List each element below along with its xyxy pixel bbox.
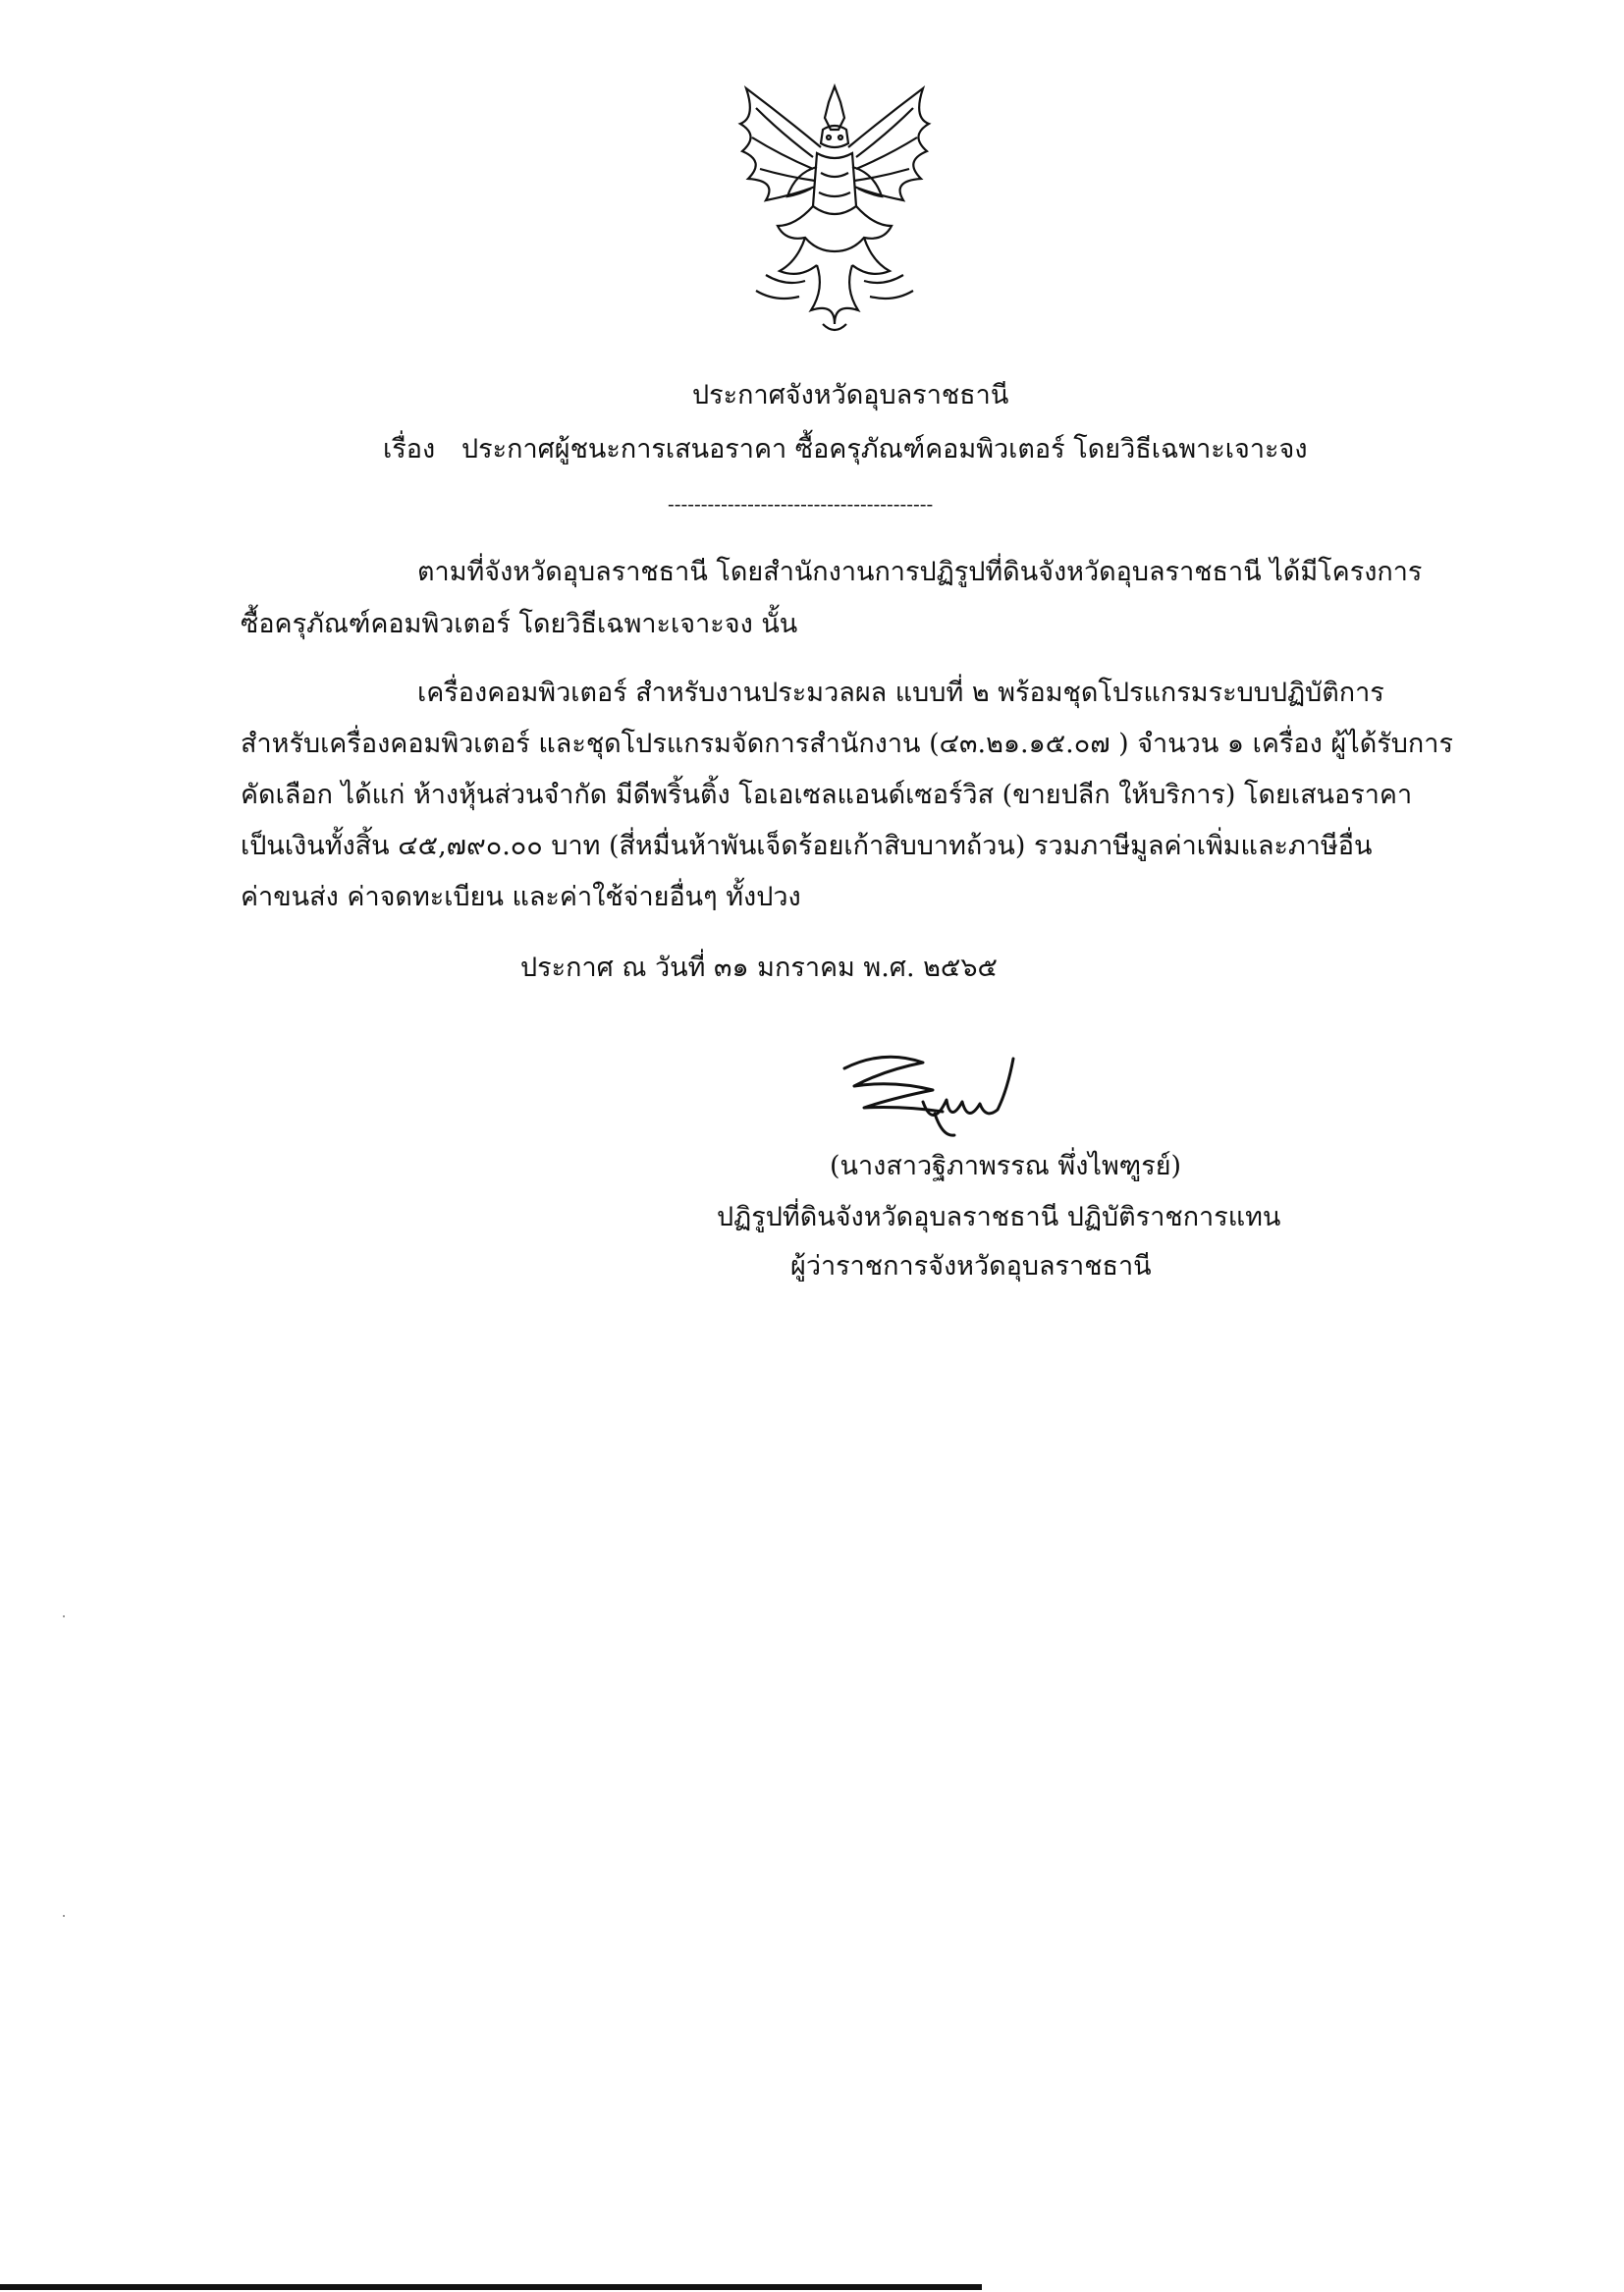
paragraph-1-line: ซื้อครุภัณฑ์คอมพิวเตอร์ โดยวิธีเฉพาะเจาะจง นั้น xyxy=(241,609,798,639)
scan-speck xyxy=(63,1915,65,1917)
signatory-position: ผู้ว่าราชการจังหวัดอุบลราชธานี xyxy=(790,1251,1152,1282)
paragraph-2-line: คัดเลือก ได้แก่ ห้างหุ้นส่วนจำกัด มีดีพริ้นติ้ง โอเอเซลแอนด์เซอร์วิส (ขายปลีก ให้บริการ) โดยเสนอราคา xyxy=(241,780,1413,810)
garuda-emblem-icon xyxy=(727,79,943,344)
announcement-title: ประกาศจังหวัดอุบลราชธานี xyxy=(692,380,1009,410)
announcement-date: ประกาศ ณ วันที่ ๓๑ มกราคม พ.ศ. ๒๕๖๕ xyxy=(520,953,998,983)
scan-speck xyxy=(63,1615,65,1617)
signatory-name: (นางสาวฐิภาพรรณ พึ่งไพฑูรย์) xyxy=(830,1151,1182,1181)
paragraph-2-line: เป็นเงินทั้งสิ้น ๔๕,๗๙๐.๐๐ บาท (สี่หมื่นห้าพันเจ็ดร้อยเก้าสิบบาทถ้วน) รวมภาษีมูลค่าเพิ่มและภาษีอื่น xyxy=(241,831,1373,861)
signatory-position: ปฏิรูปที่ดินจังหวัดอุบลราชธานี ปฏิบัติราชการแทน xyxy=(717,1202,1281,1232)
subject-prefix: เรื่อง xyxy=(383,434,436,464)
paragraph-2-line: ค่าขนส่ง ค่าจดทะเบียน และค่าใช้จ่ายอื่นๆ ทั้งปวง xyxy=(241,882,801,912)
paragraph-2-line: สำหรับเครื่องคอมพิวเตอร์ และชุดโปรแกรมจัดการสำนักงาน (๔๓.๒๑.๑๕.๐๗ ) จำนวน ๑ เครื่อง ผู้ได้รับการ xyxy=(241,729,1453,759)
paragraph-2-line: เครื่องคอมพิวเตอร์ สำหรับงานประมวลผล แบบที่ ๒ พร้อมชุดโปรแกรมระบบปฏิบัติการ xyxy=(417,678,1384,708)
paragraph-1-line: ตามที่จังหวัดอุบลราชธานี โดยสำนักงานการปฏิรูปที่ดินจังหวัดอุบลราชธานี ได้มีโครงการ xyxy=(417,557,1423,587)
scan-edge-line xyxy=(0,2284,982,2290)
divider-line: ---------------------------------------- xyxy=(668,492,934,516)
announcement-subject: ประกาศผู้ชนะการเสนอราคา ซื้อครุภัณฑ์คอมพิวเตอร์ โดยวิธีเฉพาะเจาะจง xyxy=(461,434,1308,464)
handwritten-signature xyxy=(825,1041,1041,1149)
